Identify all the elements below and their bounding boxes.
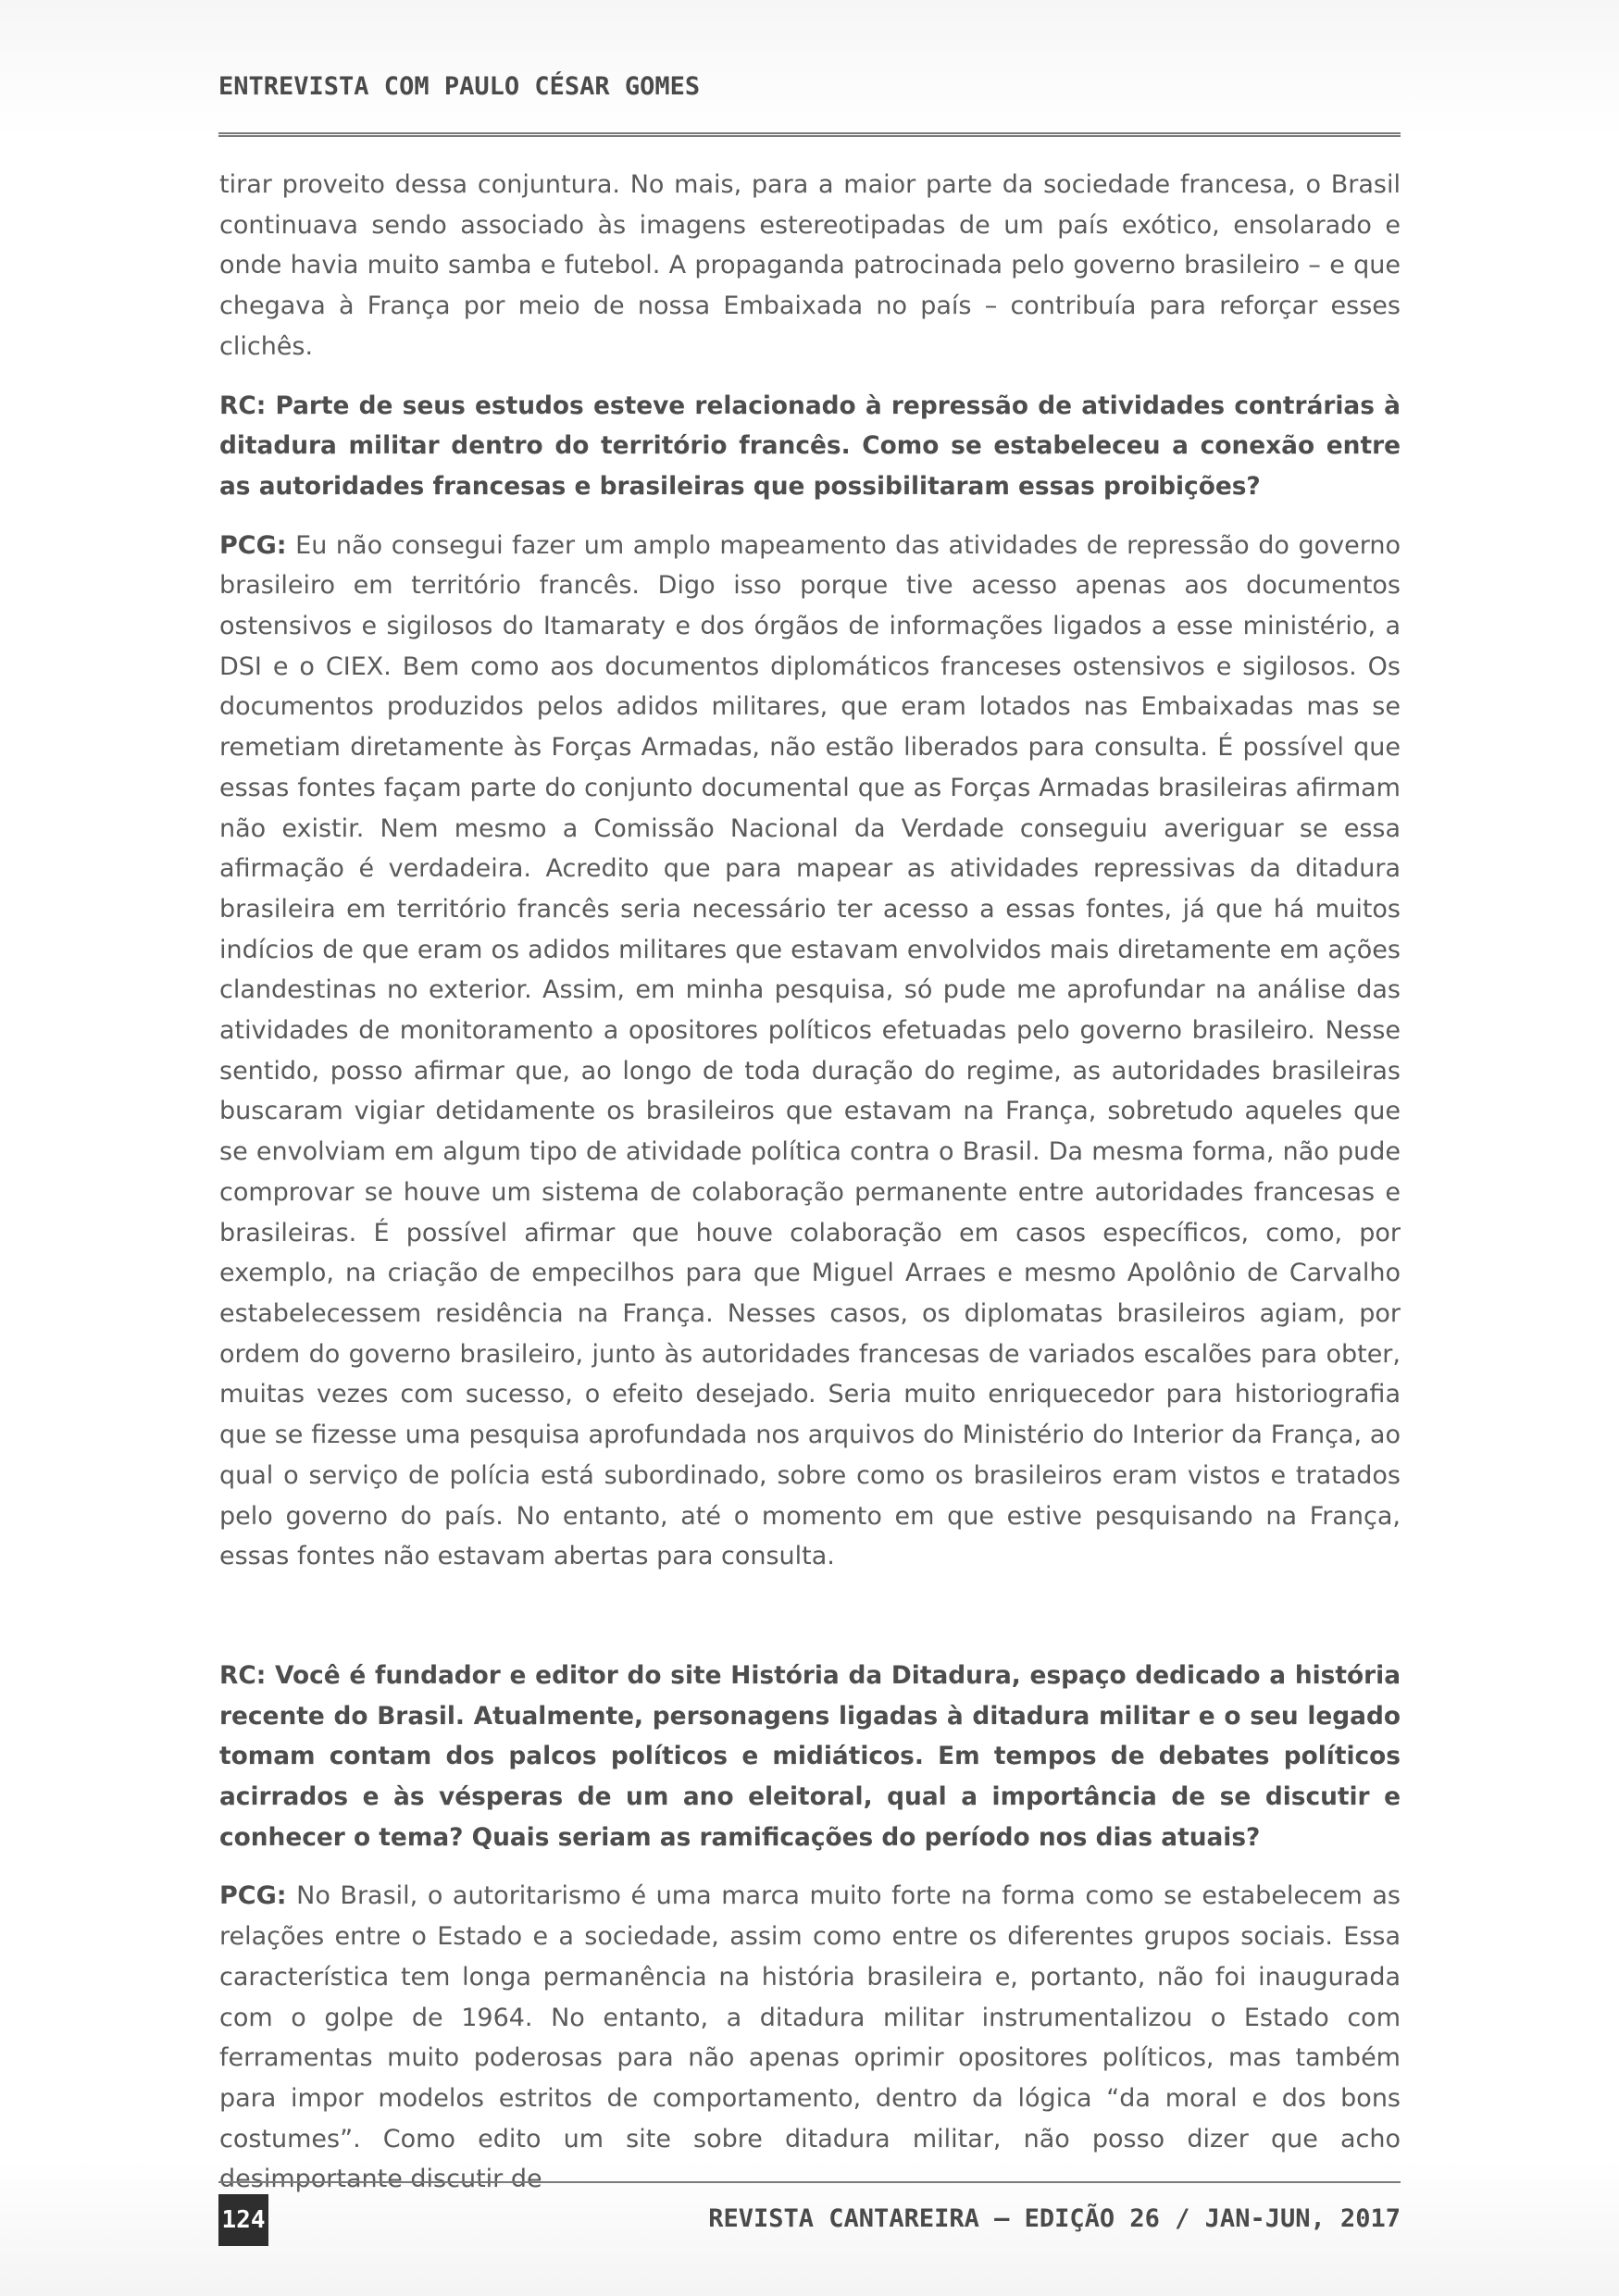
footer-rule: [218, 2181, 1401, 2183]
paragraph-continued: tirar proveito dessa conjuntura. No mais, para a maior parte da sociedade francesa, o Brasil continuava sendo associado às imagens estereotipadas de um país exótico, ensolarado e onde havia muito samba e futebol. A propaganda patrocinada pelo governo brasileiro – e que chegava à França por meio de nossa Embaixada no país – contribuía para reforçar esses clichês.: [219, 170, 1401, 361]
interview-question-1: RC: Parte de seus estudos esteve relacionado à repressão de atividades contrárias à ditadura militar dentro do território francês. Como se estabeleceu a conexão entre as autoridades francesas e brasileiras que possibilitaram essas proibições?: [219, 391, 1401, 501]
running-header-title: ENTREVISTA COM PAULO CÉSAR GOMES: [218, 72, 701, 101]
page-number-badge: 124: [218, 2194, 268, 2246]
answer-text: Eu não consegui fazer um amplo mapeamento das atividades de repressão do governo brasileiro em território francês. Digo isso porque tive acesso apenas aos documentos ostensivos e sigilosos do Itamaraty e dos órgãos de informações ligados a esse ministério, a DSI e o CIEX. Bem como aos documentos diplomáticos franceses ostensivos e sigilosos. Os documentos produzidos pelos adidos militares, que eram lotados nas Embaixadas mas se remetiam diretamente às Forças Armadas, não estão liberados para consulta. É possível que essas fontes façam parte do conjunto documental que as Forças Armadas brasileiras afirmam não existir. Nem mesmo a Comissão Nacional da Verdade conseguiu averiguar se essa afirmação é verdadeira. Acredito que para mapear as atividades repressivas da ditadura brasileira em território francês seria necessário ter acesso a essas fontes, já que há muitos indícios de que eram os adidos militares que estavam envolvidos mais diretamente em ações clandestinas no exterior. Assim, em minha pesquisa, só pude me aprofundar na análise das atividades de monitoramento a opositores políticos efetuadas pelo governo brasileiro. Nesse sentido, posso afirmar que, ao longo de toda duração do regime, as autoridades brasileiras buscaram vigiar detidamente os brasileiros que estavam na França, sobretudo aqueles que se envolviam em algum tipo de atividade política contra o Brasil. Da mesma forma, não pude comprovar se houve um sistema de colaboração permanente entre autoridades francesas e brasileiras. É possível afirmar que houve colaboração em casos específicos, como, por exemplo, na criação de empecilhos para que Miguel Arraes e mesmo Apolônio de Carvalho estabelecessem residência na França. Nesses casos, os diplomatas brasileiros agiam, por ordem do governo brasileiro, junto às autoridades francesas de variados escalões para obter, muitas vezes com sucesso, o efeito desejado. Seria muito enriquecedor para historiografia que se fizesse uma pesquisa aprofundada nos arquivos do Ministério do Interior da França, ao qual o serviço de polícia está subordinado, sobre como os brasileiros eram vistos e tratados pelo governo do país. No entanto, até o momento em que estive pesquisando na França, essas fontes não estavam abertas para consulta.: [219, 530, 1401, 1571]
interview-question-2: RC: Você é fundador e editor do site História da Ditadura, espaço dedicado a história recente do Brasil. Atualmente, personagens ligadas à ditadura militar e o seu legado tomam contam dos palcos políticos e midiáticos. Em tempos de debates políticos acirrados e às vésperas de um ano eleitoral, qual a importância de se discutir e conhecer o tema? Quais seriam as ramificações do período nos dias atuais?: [219, 1660, 1401, 1852]
header-double-rule: [218, 132, 1401, 137]
journal-footer-title: REVISTA CANTAREIRA – EDIÇÃO 26 / JAN-JUN, 2017: [708, 2204, 1401, 2233]
article-body: [219, 165, 1401, 2200]
interview-answer-1: [219, 526, 1401, 1577]
interview-answer-2: [219, 1876, 1401, 2200]
answer-speaker-label: PCG:: [219, 1881, 287, 1911]
answer-speaker-label: PCG:: [219, 530, 287, 560]
answer-text: No Brasil, o autoritarismo é uma marca muito forte na forma como se estabelecem as relações entre o Estado e a sociedade, assim como entre os diferentes grupos sociais. Essa característica tem longa permanência na história brasileira e, portanto, não foi inaugurada com o golpe de 1964. No entanto, a ditadura militar instrumentalizou o Estado com ferramentas muito poderosas para não apenas oprimir opositores políticos, mas também para impor modelos estritos de comportamento, dentro da lógica “da moral e dos bons costumes”. Como edito um site sobre ditadura militar, não posso dizer que acho desimportante discutir de: [219, 1881, 1401, 2194]
